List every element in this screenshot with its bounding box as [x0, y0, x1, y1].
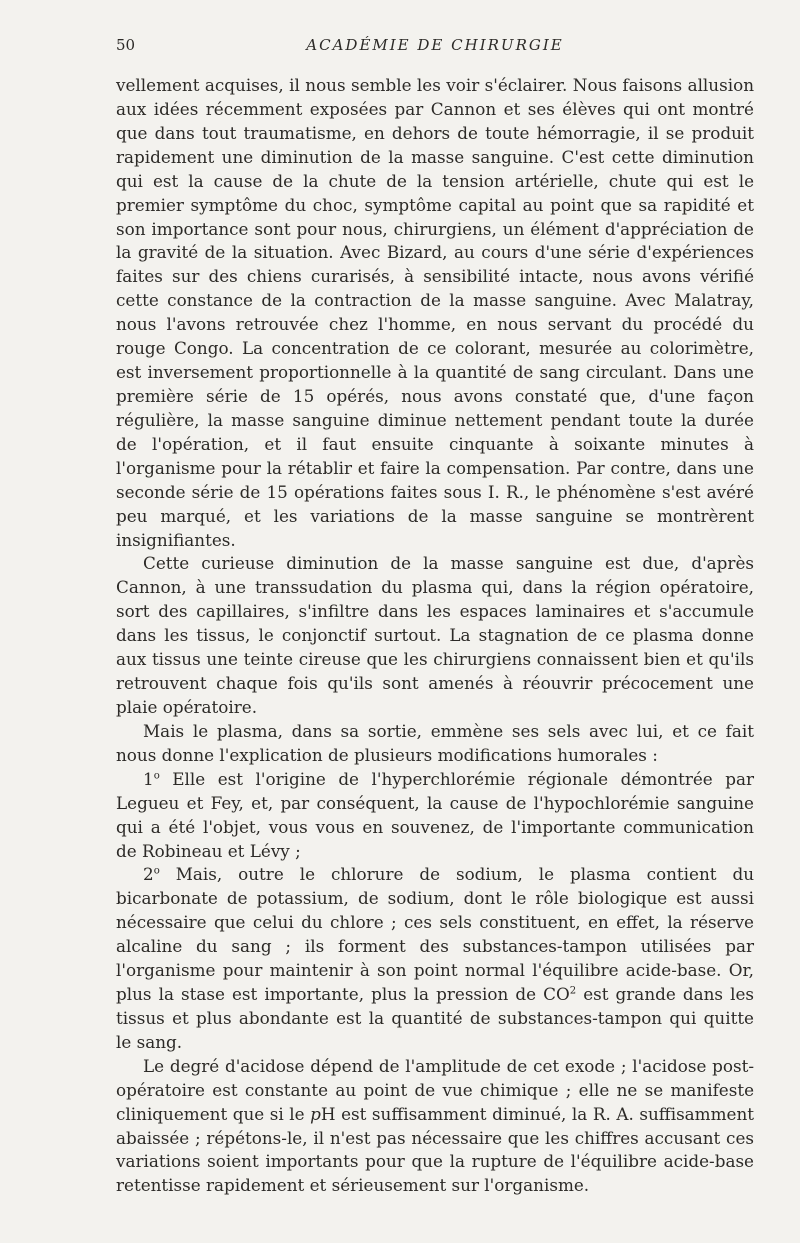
paragraph-acidosis: [116, 1055, 754, 1199]
running-head: [116, 36, 754, 58]
co2-superscript: 2: [569, 985, 577, 997]
paragraph-text: Le degré d'acidose dépend de l'amplitude de cet exode ; l'acidose post-opératoire est constante au point de vue chimique ; elle ne se manifeste cliniquement que si le: [116, 1055, 754, 1124]
list-marker-ordinal: o: [153, 865, 160, 877]
ph-symbol-p: p: [310, 1103, 321, 1124]
list-item-bicarbonate: [116, 863, 754, 1054]
article-body: [116, 74, 754, 1198]
page-number: 50: [116, 36, 136, 54]
list-item-text-continued: est grande dans les tissus et plus abondante est la quantité de substances-tampon qui quitte le sang.: [116, 984, 754, 1052]
list-marker-ordinal: o: [153, 770, 160, 782]
list-marker: 1: [143, 768, 154, 789]
list-marker: 2: [143, 864, 154, 885]
paragraph-cannon-transsudation: Cette curieuse diminution de la masse sanguine est due, d'après Cannon, à une transsudation du plasma qui, dans la région opératoire, sort des capillaires, s'infiltre dans les espaces laminaires et s'accumule dans les tissus, le conjonctif surtout. La stagnation de ce plasma donne aux tissus une teinte cireuse que les chirurgiens connaissent bien et qu'ils retrouvent chaque fois qu'ils sont amenés à réouvrir précocement une plaie opératoire.: [116, 553, 754, 717]
list-item-text: Elle est l'origine de l'hyperchlorémie régionale démontrée par Legueu et Fey, et, par conséquent, la cause de l'hypochlorémie sanguine qui a été l'objet, vous vous en souvenez, de l'importante communication de Robineau et Lévy ;: [116, 768, 754, 861]
paragraph-continuation: vellement acquises, il nous semble les voir s'éclairer. Nous faisons allusion aux idées récemment exposées par Cannon et ses élèves qui ont montré que dans tout traumatisme, en dehors de toute hémorragie, il se produit rapidement une diminution de la masse sanguine. C'est cette diminution qui est la cause de la chute de la tension artérielle, chute qui est le premier symptôme du choc, symptôme capital au point que sa rapidité et son importance sont pour nous, chirurgiens, un élément d'appréciation de la gravité de la situation. Avec Bizard, au cours d'une série d'expériences faites sur des chiens curarisés, à sensibilité intacte, nous avons vérifié cette constance de la contraction de la masse sanguine. Avec Malatray, nous l'avons retrouvée chez l'homme, en nous servant du procédé du rouge Congo. La concentration de ce colorant, mesurée au colorimètre, est inversement proportionnelle à la quantité de sang circulant. Dans une première série de 15 opérés, nous avons constaté que, d'une façon régulière, la masse sanguine diminue nettement pendant toute la durée de l'opération, et il faut ensuite cinquante à soixante minutes à l'organisme pour la rétablir et faire la compensation. Par contre, dans une seconde série de 15 opérations faites sous I. R., le phénomène s'est avéré peu marqué, et les variations de la masse sanguine se montrèrent insignifiantes.: [116, 75, 754, 550]
paragraph-text-continued: est suffisamment diminué, la R. A. suffisamment abaissée ; répétons-le, il n'est pas nécessaire que les chiffres accusant ces variations soient importants pour que la rupture de l'équilibre acide-base retentisse rapidement et sérieusement sur l'organisme.: [116, 1103, 754, 1196]
paragraph-plasma-salts: Mais le plasma, dans sa sortie, emmène ses sels avec lui, et ce fait nous donne l'explication de plusieurs modifications humorales :: [116, 720, 754, 765]
ph-symbol-h: H: [320, 1103, 336, 1124]
list-item-hyperchloremia: [116, 768, 754, 864]
journal-title: ACADÉMIE DE CHIRURGIE: [306, 36, 564, 54]
list-item-text: Mais, outre le chlorure de sodium, le plasma contient du bicarbonate de potassium, de sodium, dont le rôle biologique est aussi nécessaire que celui du chlore ; ces sels constituent, en effet, la réserve alcaline du sang ; ils forment des substances-tampon utilisées par l'organisme pour maintenir à son point normal l'équilibre acide-base. Or, plus la stase est importante, plus la pression de CO: [116, 864, 754, 1005]
